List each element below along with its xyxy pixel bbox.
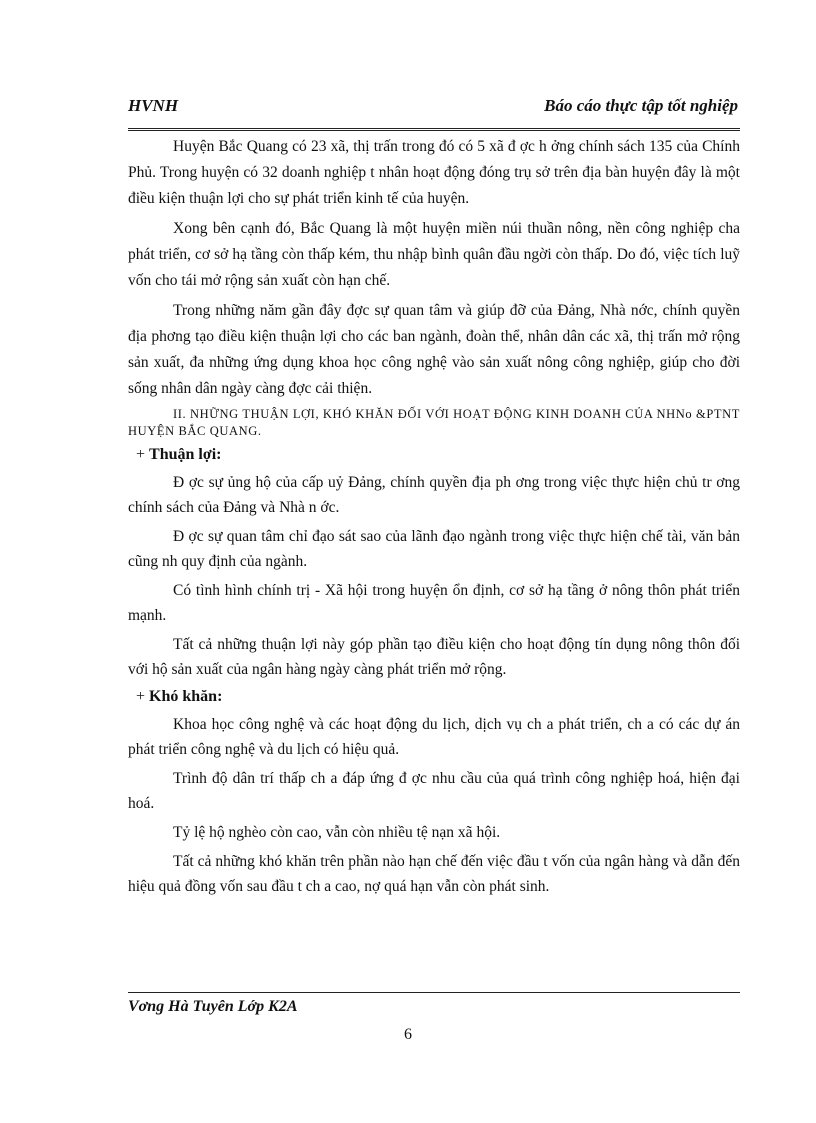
bullet-plus: + [136, 688, 146, 705]
header-left-text: HVNH [128, 96, 179, 115]
page-header [128, 96, 738, 124]
paragraph: Tất cả những khó khăn trên phần nào hạn chế đến việc đầu t vốn của ngân hàng và dẫn đến hiệu quả đồng vốn sau đầu t ch a cao, nợ quá hạn vẫn còn phát sinh. [128, 853, 740, 895]
page-number: 6 [404, 1026, 412, 1043]
document-body [128, 134, 740, 903]
footer-divider [128, 992, 740, 993]
section-heading: II. NHỮNG THUẬN LỢI, KHÓ KHĂN ĐỐI VỚI HOẠT ĐỘNG KINH DOANH CỦA NHNo &PTNT HUYỆN BẮC QUANG. [128, 407, 740, 438]
header-divider [128, 128, 740, 131]
paragraph: Khoa học công nghệ và các hoạt động du lịch, dịch vụ ch a phát triển, ch a có các dự án phát triển công nghệ và du lịch có hiệu quả. [128, 716, 740, 758]
subheading-label: Thuận lợi: [149, 446, 222, 463]
subheading-label: Khó khăn: [149, 688, 223, 705]
paragraph: Tỷ lệ hộ nghèo còn cao, vẫn còn nhiều tệ nạn xã hội. [173, 824, 501, 841]
subheading-difficulties [136, 686, 740, 708]
paragraph: Trình độ dân trí thấp ch a đáp ứng đ ợc nhu cầu của quá trình công nghiệp hoá, hiện đại hoá. [128, 770, 740, 812]
footer-author: Vơng Hà Tuyên Lớp K2A [128, 998, 298, 1015]
bullet-plus: + [136, 446, 146, 463]
subheading-advantages [136, 444, 740, 466]
paragraph: Đ ợc sự ủng hộ của cấp uỷ Đảng, chính quyền địa ph ơng trong việc thực hiện chủ tr ơng chính sách của Đảng và Nhà n ớc. [128, 474, 740, 516]
paragraph: Huyện Bắc Quang có 23 xã, thị trấn trong đó có 5 xã đ ợc h ởng chính sách 135 của Chính Phủ. Trong huyện có 32 doanh nghiệp t nhân hoạt động đóng trụ sở trên địa bàn huyện đây là một điều kiện thuận lợi cho sự phát triển kinh tế của huyện. [128, 138, 740, 207]
paragraph: Có tình hình chính trị - Xã hội trong huyện ổn định, cơ sở hạ tầng ở nông thôn phát triển mạnh. [128, 582, 740, 624]
paragraph: Xong bên cạnh đó, Bắc Quang là một huyện miền núi thuần nông, nền công nghiệp cha phát triển, cơ sở hạ tầng còn thấp kém, thu nhập bình quân đầu ngời còn thấp. Do đó, việc tích luỹ vốn cho tái mở rộng sản xuất còn hạn chế. [128, 220, 740, 289]
paragraph: Đ ợc sự quan tâm chỉ đạo sát sao của lãnh đạo ngành trong việc thực hiện chế tài, văn bản cũng nh quy định của ngành. [128, 528, 740, 570]
paragraph: Tất cả những thuận lợi này góp phần tạo điều kiện cho hoạt động tín dụng nông thôn đối với hộ sản xuất của ngân hàng ngày càng phát triển mở rộng. [128, 636, 740, 678]
header-right-text: Báo cáo thực tập tốt nghiệp [544, 96, 738, 115]
paragraph: Trong những năm gần đây đợc sự quan tâm và giúp đỡ của Đảng, Nhà nớc, chính quyền địa phơng tạo điều kiện thuận lợi cho các ban ngành, đoàn thể, nhân dân các xã, thị trấn mở rộng sản xuất, đa những ứng dụng khoa học công nghệ vào sản xuất nông công nghiệp, giúp cho đời sống nhân dân ngày càng đợc cải thiện. [128, 302, 740, 397]
